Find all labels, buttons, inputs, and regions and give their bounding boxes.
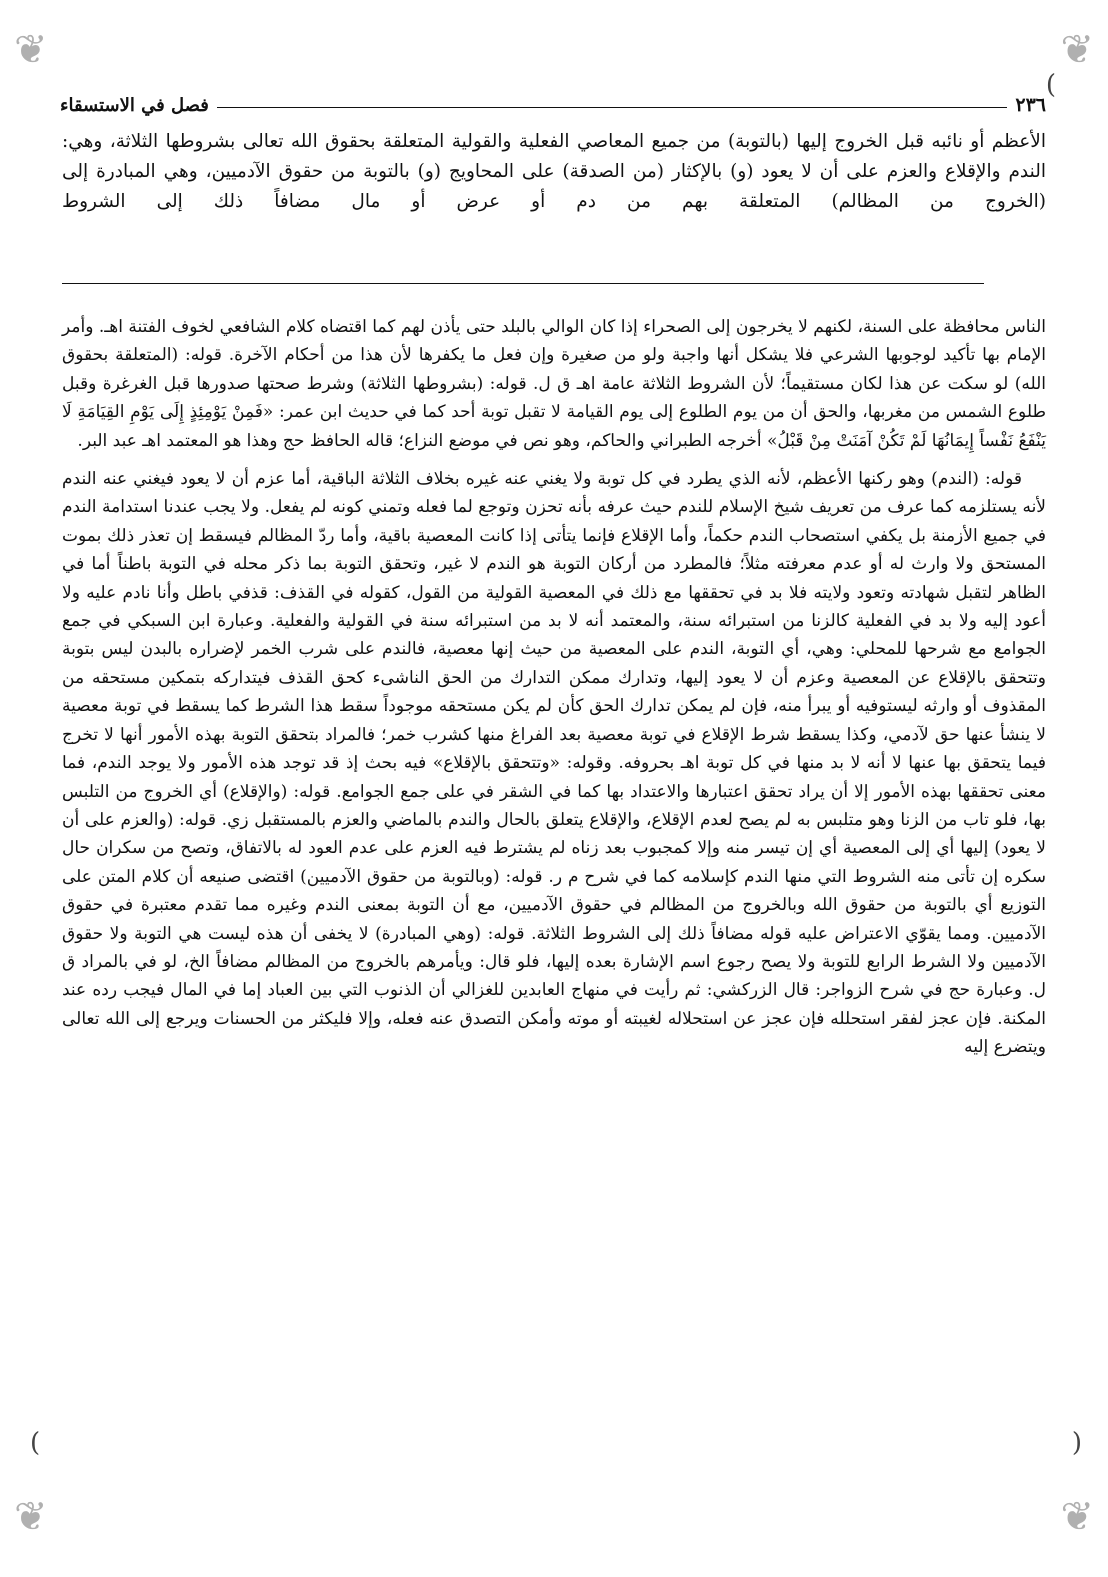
bracket-mark-icon: ( (1071, 1428, 1082, 1458)
corner-ornament-icon: ❦ (1060, 1494, 1094, 1540)
bracket-mark-icon: ) (30, 1428, 41, 1458)
corner-ornament-icon: ❦ (1060, 27, 1094, 73)
header-rule (217, 107, 1007, 108)
commentary (62, 313, 1046, 1062)
commentary-paragraph: الناس محافظة على السنة، لكنهم لا يخرجون إلى الصحراء إذا كان الوالي بالبلد حتى يأذن لهم كما اقتضاه كلام الشافعي لخوف الفتنة اهـ. وأمر الإمام بها تأكيد لوجوبها الشرعي فلا يشكل أنها واجبة ولو من صغيرة وإن فعل ما يكفرها لأن هذا من أحكام الآخرة. قوله: (المتعلقة بحقوق الله) لو سكت عن هذا لكان مستقيماً؛ لأن الشروط الثلاثة عامة اهـ ق ل. قوله: (بشروطها الثلاثة) وشرط صحتها صدورها قبل الغرغرة وقبل طلوع الشمس من مغربها، والحق أن من يوم الطلوع إلى يوم القيامة لا تقبل توبة أحد كما في حديث ابن عمر: «فَمِنْ يَوْمِئِذٍ إِلَى يَوْمِ القِيَامَةِ لَا يَنْفَعُ نَفْساً إِيمَانُهَا لَمْ تَكُنْ آمَنَتْ مِنْ قَبْلُ» أخرجه الطبراني والحاكم، وهو نص في موضع النزاع؛ قاله الحافظ حج وهذا هو المعتمد اهـ عبد البر. (62, 317, 1046, 451)
commentary-paragraph: قوله: (الندم) وهو ركنها الأعظم، لأنه الذي يطرد في كل توبة ولا يغني عنه غيره بخلاف الثلاثة الباقية، أما عزم أن لا يعود فيغني عنه الندم لأنه يستلزمه كما عرف من تعريف شيخ الإسلام للندم حيث عرفه بأنه تحزن وتوجع لما فعله وتمني كونه لم يفعل. ولا يجب عندنا استدامة الندم في جميع الأزمنة بل يكفي استصحاب الندم حكماً، وأما الإقلاع فإنما يتأتى إذا كانت المعصية باقية، وأما ردّ المظالم فيسقط إن تعذر ذلك بموت المستحق ولا وارث له أو عدم معرفته مثلاً؛ فالمطرد من أركان التوبة هو الندم لا غير، وتحقق التوبة بما ذكر محله في التوبة باطناً أما في الظاهر لتقبل شهادته وتعود ولايته فلا بد في تحققها مع ذلك في المعصية القولية من القول، كقوله في القذف: قذفي باطل وأنا نادم عليه ولا أعود إليه ولا بد في الفعلية كالزنا من استبرائه سنة، والمعتمد أنه لا بد من استبرائه سنة في القولية والفعلية. وعبارة ابن السبكي في جمع الجوامع مع شرحها للمحلي: وهي، أي التوبة، الندم على المعصية من حيث إنها معصية، فالندم على شرب الخمر لإضراره بالبدن ليس بتوبة وتتحقق بالإقلاع عن المعصية وعزم أن لا يعود إليها، وتدارك ممكن التدارك من الحق الناشىء كحق القذف فيتداركه بتمكين مستحقه من المقذوف أو وارثه ليستوفيه أو يبرأ منه، فإن لم يمكن تدارك الحق كأن لم يكن مستحقه موجوداً سقط هذا الشرط كما يسقط في توبة معصية لا ينشأ عنها حق لآدمي، وكذا يسقط شرط الإقلاع في توبة معصية بعد الفراغ منها كشرب خمر؛ فالمراد بتحقق التوبة بهذه الأمور أنها لا تخرج فيما يتحقق بها عنها لا أنه لا بد منها في كل توبة اهـ بحروفه. وقوله: «وتتحقق بالإقلاع» فيه بحث إذ قد توجد هذه الأمور ولا يوجد الندم، فما معنى تحققها بهذه الأمور إلا أن يراد تحقق اعتبارها والاعتداد بها كما في الشقر في على جمع الجوامع. قوله: (والإقلاع) أي الخروج من التلبس بها، فلو تاب من الزنا وهو متلبس به لم يصح لعدم الإقلاع، والإقلاع يتعلق بالحال والندم بالماضي والعزم بالمستقبل زي. قوله: (والعزم على أن لا يعود) إليها أي إلى المعصية أي إن تيسر منه وإلا كمجبوب بعد زناه لم يشترط فيه العزم على عدم العود له بالاتفاق، وتصح من سكران حال سكره إن تأتى منه الشروط التي منها الندم كإسلامه كما في شرح م ر. قوله: (وبالتوبة من حقوق الآدميين) اقتضى صنيعه أن كلام المتن على التوزيع أي بالتوبة من حقوق الله وبالخروج من المظالم في حقوق الآدميين، مع أن التوبة بمعنى الندم وغيره مما تقدم معتبرة في حقوق الآدميين. ومما يقوّي الاعتراض عليه قوله مضافاً ذلك إلى الشروط الثلاثة. قوله: (وهي المبادرة) لا يخفى أن هذه ليست هي التوبة ولا حقوق الآدميين ولا الشرط الرابع للتوبة ولا يصح رجوع اسم الإشارة بعده إليها، فلو قال: ويأمرهم بالخروج من المظالم مضافاً الخ، لو في بالمراد ق ل. وعبارة حج في شرح الزواجر: قال الزركشي: ثم رأيت في منهاج العابدين للغزالي أن الذنوب التي بين العباد إما في المال فيجب رده عند المكنة. فإن عجز لفقر استحلله فإن عجز عن استحلاله لغيبته أو موته وأمكن التصدق عنه فعله، وإلا فليكثر من الحسنات ويرجع إلى الله تعالى ويتضرع إليه (62, 469, 1046, 1058)
main-text (62, 127, 1046, 217)
bracket-mark-icon: ) (1045, 70, 1056, 100)
corner-ornament-icon: ❦ (14, 1494, 48, 1540)
main-paragraph: الأعظم أو نائبه قبل الخروج إليها (بالتوبة) من جميع المعاصي الفعلية والقولية المتعلقة بحقوق الله تعالى بشروطها الثلاثة، وهي: الندم والإقلاع والعزم على أن لا يعود (و) بالإكثار (من الصدقة) على المحاويج (و) بالتوبة من حقوق الآدميين، وهي المبادرة إلى (الخروج من المظالم) المتعلقة بهم من دم أو عرض أو مال مضافاً ذلك إلى الشروط (62, 131, 1046, 212)
corner-ornament-icon: ❦ (14, 27, 48, 73)
page-header (60, 92, 1046, 118)
section-title: فصل في الاستسقاء (60, 94, 209, 116)
page-number: ٢٣٦ (1015, 94, 1046, 116)
footnote-separator (62, 283, 984, 284)
